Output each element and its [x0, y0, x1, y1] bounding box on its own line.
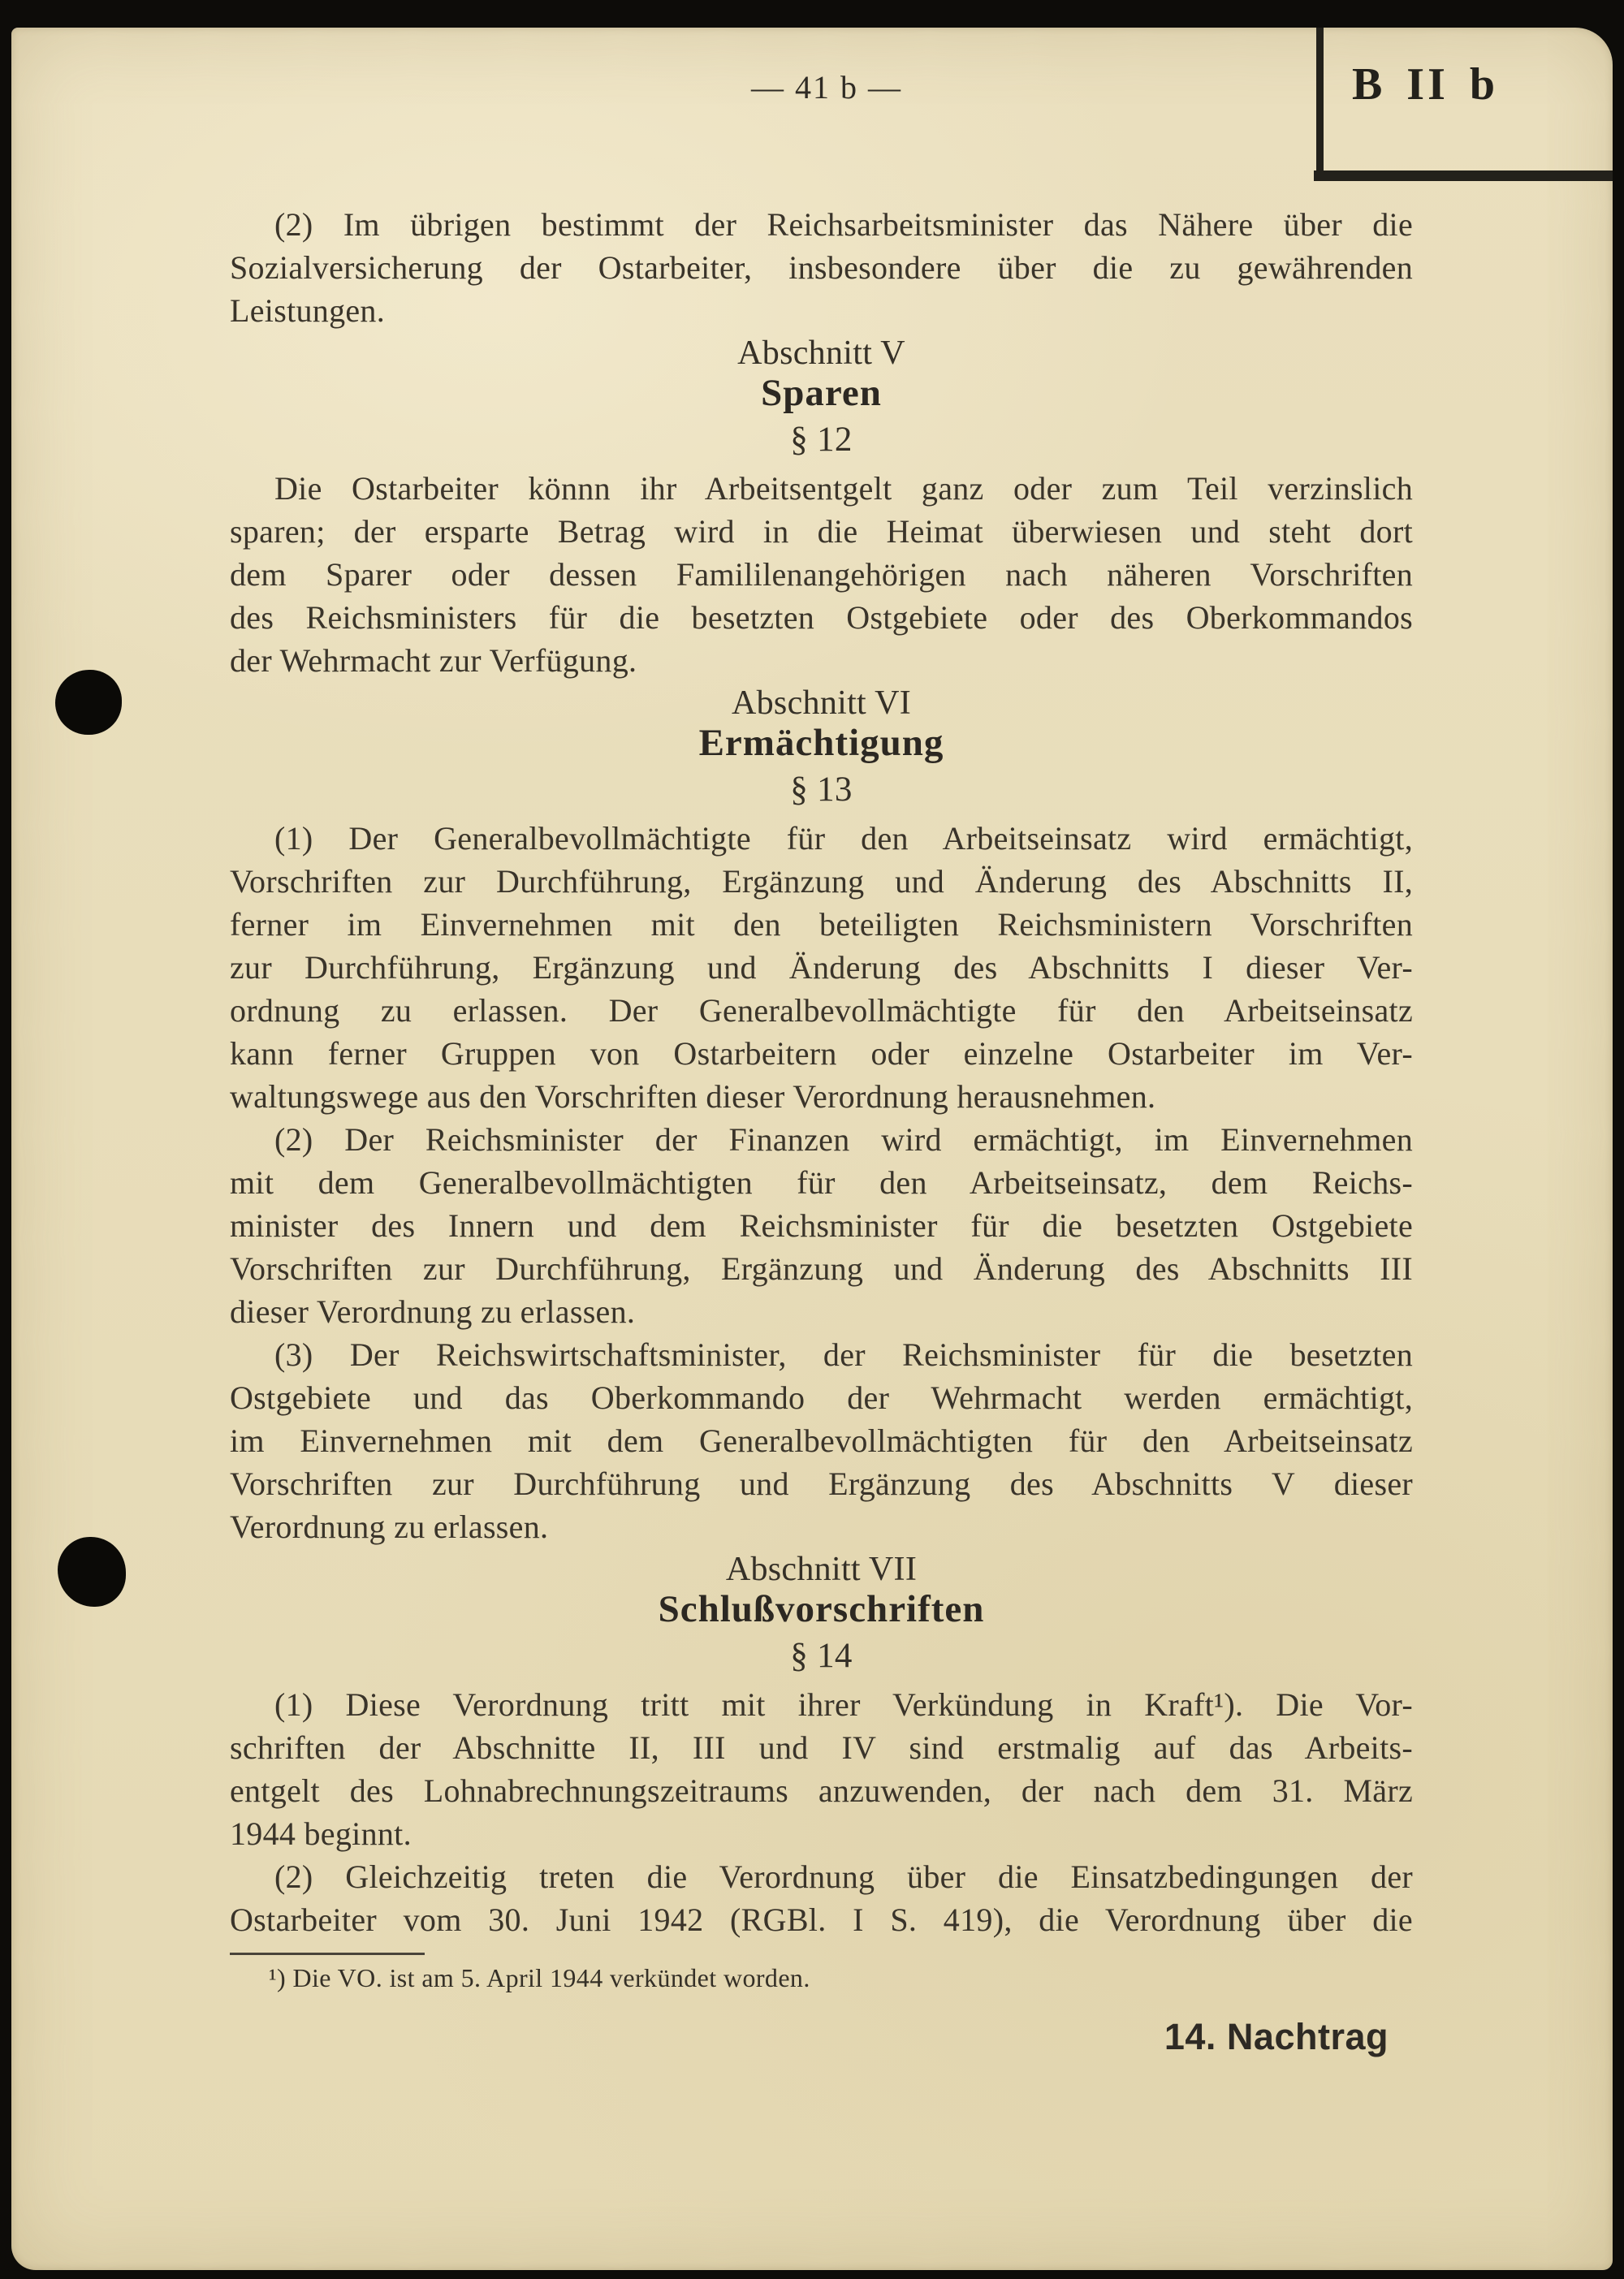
- section-subheading: Abschnitt V: [737, 335, 905, 372]
- text-line: dem Sparer oder dessen Famililenangehörigen nach näheren Vorschriften: [230, 556, 1413, 593]
- body-paragraph: [230, 203, 1413, 332]
- supplement-label: 14. Nachtrag: [1164, 2016, 1389, 2057]
- text-line: entgelt des Lohnabrechnungszeitraums anzuwenden, der nach dem 31. März: [230, 1772, 1413, 1809]
- text-line: des Reichsministers für die besetzten Ostgebiete oder des Oberkommandos: [230, 599, 1413, 636]
- text-line: Leistungen.: [230, 292, 386, 329]
- body-paragraph: [230, 817, 1413, 1118]
- text-line: 1944 beginnt.: [230, 1815, 412, 1852]
- corner-box-vertical-rule: [1316, 28, 1324, 172]
- section-title: Schlußvorschriften: [658, 1588, 985, 1630]
- document-page: [11, 28, 1613, 2270]
- text-line: Die Ostarbeiter könnn ihr Arbeitsentgelt ganz oder zum Teil verzinslich: [274, 470, 1413, 507]
- text-line: der Wehrmacht zur Verfügung.: [230, 642, 637, 679]
- body-paragraph: [230, 1855, 1413, 1941]
- text-line: ordnung zu erlassen. Der Generalbevollmächtigte für den Arbeitseinsatz: [230, 992, 1413, 1029]
- text-line: kann ferner Gruppen von Ostarbeitern oder einzelne Ostarbeiter im Ver-: [230, 1035, 1413, 1072]
- text-line: Vorschriften zur Durchführung und Ergänzung des Abschnitts V dieser: [230, 1465, 1413, 1502]
- footnote-separator-rule: [230, 1953, 425, 1955]
- section-subheading: Abschnitt VII: [725, 1551, 918, 1588]
- text-line: (2) Gleichzeitig treten die Verordnung über die Einsatzbedingungen der: [274, 1858, 1413, 1895]
- document-body: [230, 203, 1413, 1941]
- text-line: (1) Diese Verordnung tritt mit ihrer Verkündung in Kraft¹). Die Vor-: [274, 1686, 1413, 1723]
- text-line: schriften der Abschnitte II, III und IV sind erstmalig auf das Arbeits-: [230, 1729, 1413, 1766]
- document-text-column: [230, 203, 1413, 2058]
- text-line: ferner im Einvernehmen mit den beteiligten Reichsministern Vorschriften: [230, 906, 1413, 943]
- section-title: Ermächtigung: [698, 722, 944, 764]
- text-line: Ostarbeiter vom 30. Juni 1942 (RGBl. I S. 419), die Verordnung über die: [230, 1901, 1413, 1938]
- text-line: (2) Der Reichsminister der Finanzen wird ermächtigt, im Einvernehmen: [274, 1121, 1413, 1158]
- footnote: ¹) Die VO. ist am 5. April 1944 verkündet worden.: [269, 1963, 810, 1992]
- text-line: im Einvernehmen mit dem Generalbevollmächtigten für den Arbeitseinsatz: [230, 1422, 1413, 1459]
- text-line: dieser Verordnung zu erlassen.: [230, 1293, 636, 1330]
- page-number: — 41 b —: [751, 69, 902, 106]
- section-title: Sparen: [761, 372, 882, 414]
- text-line: minister des Innern und dem Reichsminister für die besetzten Ostgebiete: [230, 1207, 1413, 1244]
- section-number: § 14: [790, 1637, 853, 1675]
- text-line: Verordnung zu erlassen.: [230, 1509, 549, 1545]
- punch-hole-bottom: [58, 1537, 126, 1607]
- section-subheading: Abschnitt VI: [732, 684, 911, 722]
- text-line: (3) Der Reichswirtschaftsminister, der Reichsminister für die besetzten: [274, 1336, 1413, 1373]
- text-line: Vorschriften zur Durchführung, Ergänzung und Änderung des Abschnitts II,: [230, 863, 1413, 900]
- text-line: waltungswege aus den Vorschriften dieser Verordnung herausnehmen.: [230, 1078, 1156, 1115]
- punch-hole-top: [55, 670, 122, 735]
- section-number: § 12: [790, 421, 853, 459]
- body-paragraph: [230, 1683, 1413, 1855]
- text-line: (1) Der Generalbevollmächtigte für den Arbeitseinsatz wird ermächtigt,: [274, 820, 1413, 857]
- text-line: zur Durchführung, Ergänzung und Änderung des Abschnitts I dieser Ver-: [230, 949, 1413, 986]
- classification-label: B II b: [1351, 59, 1499, 110]
- corner-box-horizontal-rule: [1314, 170, 1613, 181]
- body-paragraph: [230, 467, 1413, 682]
- text-line: sparen; der ersparte Betrag wird in die Heimat überwiesen und steht dort: [230, 513, 1413, 550]
- text-line: Ostgebiete und das Oberkommando der Wehrmacht werden ermächtigt,: [230, 1379, 1413, 1416]
- body-paragraph: [230, 1333, 1413, 1548]
- text-line: Vorschriften zur Durchführung, Ergänzung und Änderung des Abschnitts III: [230, 1250, 1413, 1287]
- text-line: Sozialversicherung der Ostarbeiter, insbesondere über die zu gewährenden: [230, 249, 1413, 286]
- text-line: (2) Im übrigen bestimmt der Reichsarbeitsminister das Nähere über die: [274, 206, 1413, 243]
- text-line: mit dem Generalbevollmächtigten für den Arbeitseinsatz, dem Reichs-: [230, 1164, 1413, 1201]
- section-number: § 13: [790, 770, 853, 809]
- body-paragraph: [230, 1118, 1413, 1333]
